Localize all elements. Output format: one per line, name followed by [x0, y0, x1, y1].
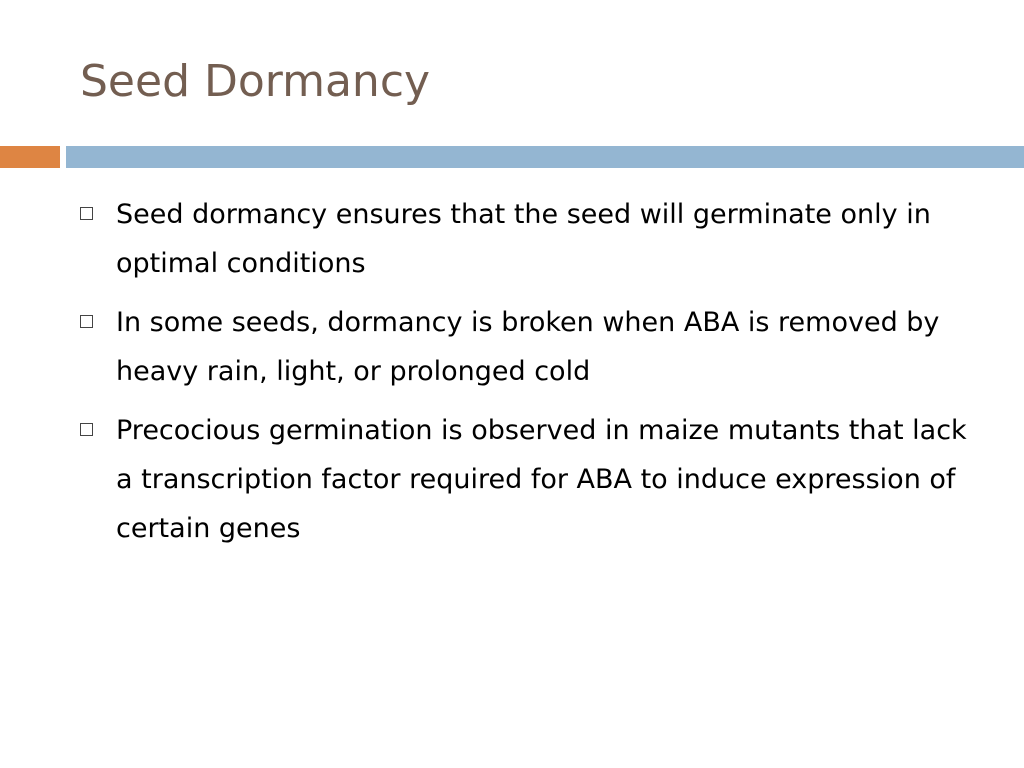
hollow-square-bullet-icon: [80, 315, 93, 328]
hollow-square-bullet-icon: [80, 423, 93, 436]
bullet-list: [80, 190, 985, 563]
slide-title: Seed Dormancy: [80, 56, 431, 107]
hollow-square-bullet-icon: [80, 207, 93, 220]
title-accent-bar-orange: [0, 146, 60, 168]
bullet-text: Precocious germination is observed in maize mutants that lack a transcription factor required for ABA to induce expression of certain genes: [116, 415, 967, 544]
bullet-text: Seed dormancy ensures that the seed will germinate only in optimal conditions: [116, 199, 931, 279]
bullet-item: [80, 190, 985, 288]
bullet-item: [80, 406, 985, 553]
bullet-item: [80, 298, 985, 396]
title-accent-bar-blue: [66, 146, 1024, 168]
bullet-text: In some seeds, dormancy is broken when ABA is removed by heavy rain, light, or prolonged cold: [116, 307, 940, 387]
